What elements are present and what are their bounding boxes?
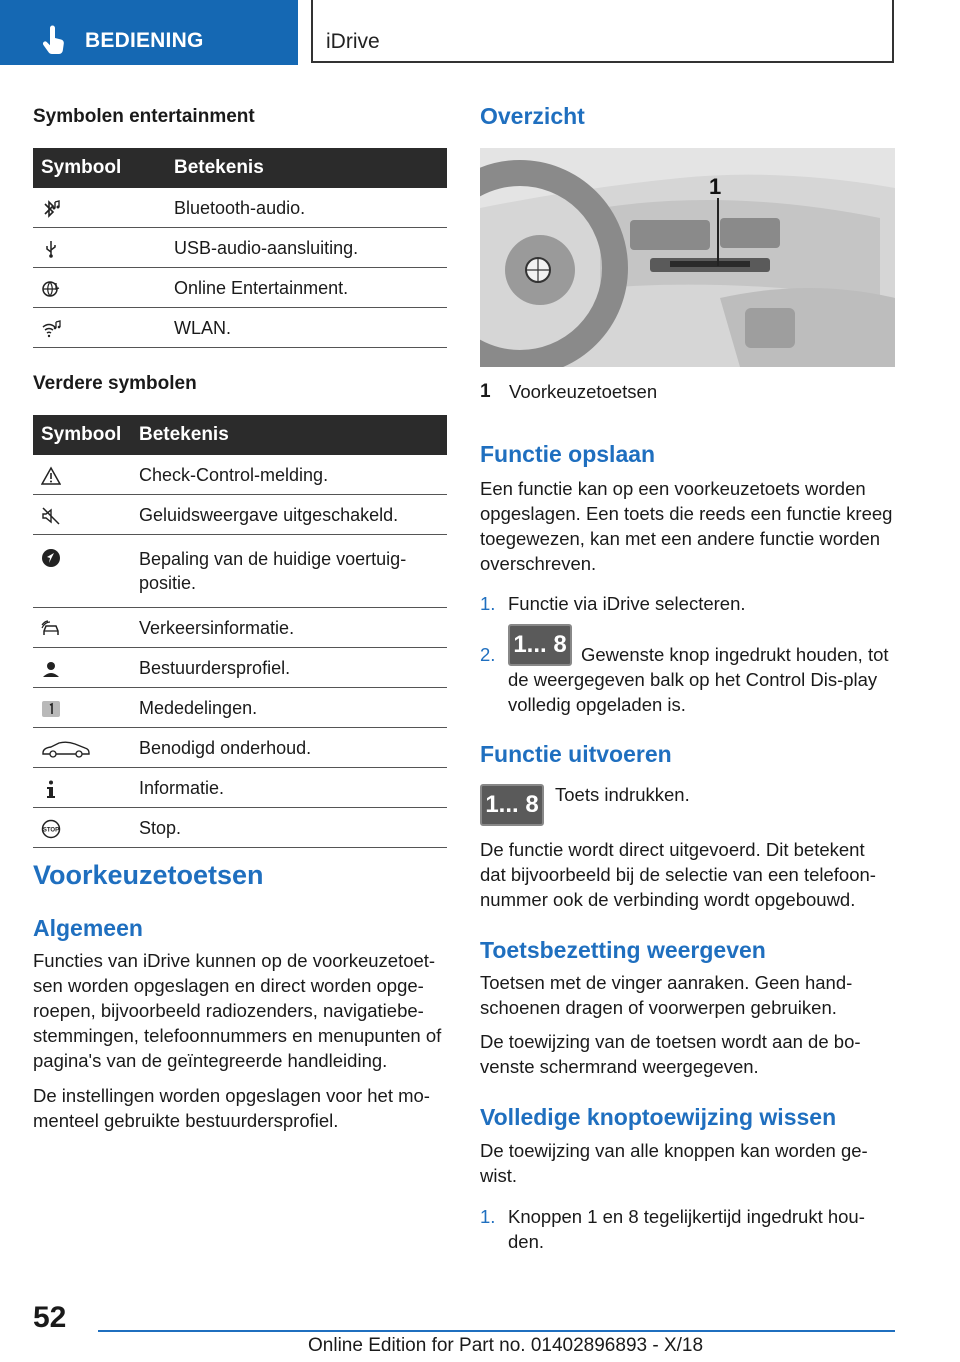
table-row	[33, 455, 447, 495]
list-text: Functie via iDrive selecteren.	[508, 593, 746, 614]
table-row	[33, 268, 447, 308]
table-row	[33, 608, 447, 648]
other-symbols-heading: Verdere symbolen	[33, 373, 197, 394]
footer-rule	[98, 1330, 895, 1332]
clear-heading: Volledige knoptoewijzing wissen	[480, 1104, 837, 1130]
table-cell-meaning: Verkeersinformatie.	[131, 608, 447, 648]
general-heading: Algemeen	[33, 915, 143, 941]
column-header-meaning: Betekenis	[166, 148, 447, 188]
list-text: Gewenste knop ingedrukt houden, tot de weergegeven balk op het Control Dis-play volledig opgeladen is.	[508, 644, 889, 715]
driver-profile-icon	[41, 659, 61, 679]
save-intro: Een functie kan op een voorkeuzetoets worden opgeslagen. Een toets die reeds een functie kreeg toegewezen, kan met een andere functie worden overschreven.	[480, 478, 893, 574]
section-title: BEDIENING	[85, 29, 204, 52]
list-text: Knoppen 1 en 8 tegelijkertijd ingedrukt hou-den.	[508, 1206, 865, 1252]
table-row	[33, 188, 447, 228]
table-header	[33, 148, 447, 188]
general-paragraph-2: De instellingen worden opgeslagen voor het mo-menteel gebruikte bestuurdersprofiel.	[33, 1085, 430, 1131]
online-entertainment-icon	[41, 279, 61, 299]
page-number: 52	[33, 1301, 67, 1334]
usb-icon	[41, 239, 61, 259]
execute-body: De functie wordt direct uitgevoerd. Dit betekent dat bijvoorbeeld bij de selectie van een telefoon-nummer ook de verbinding wordt opgebouwd.	[480, 839, 876, 910]
table-header	[33, 415, 447, 455]
table-row	[33, 308, 447, 348]
table-cell-meaning: Online Entertainment.	[166, 268, 447, 308]
overview-heading: Overzicht	[480, 103, 585, 129]
table-cell-meaning: Bluetooth-audio.	[166, 188, 447, 228]
list-item	[480, 591, 895, 616]
stop-icon	[41, 819, 61, 839]
execute-heading: Functie uitvoeren	[480, 741, 672, 767]
display-heading: Toetsbezetting weergeven	[480, 937, 766, 963]
table-cell-meaning: Stop.	[131, 808, 447, 848]
presets-title: Voorkeuzetoetsen	[33, 860, 264, 890]
list-number: 1.	[480, 593, 496, 614]
table-row	[33, 535, 447, 608]
table-row	[33, 728, 447, 768]
edition-note: Online Edition for Part no. 01402896893 - X/18	[308, 1335, 704, 1356]
list-number: 1.	[480, 1206, 496, 1227]
warning-icon	[41, 466, 61, 486]
display-paragraph-2: De toewijzing van de toetsen wordt aan de bo-venste schermrand weergegeven.	[480, 1031, 861, 1077]
car-service-icon	[41, 739, 91, 759]
general-paragraph-1: Functies van iDrive kunnen op de voorkeuzetoet-sen worden opgeslagen en direct worden opge-roepen, bijvoorbeeld radiozenders, navigatiebe-stemmingen, telefoonnummers en menupunten of pagina's van de geïntegreerde handleiding.	[33, 950, 442, 1071]
entertainment-table	[33, 148, 447, 348]
table-row	[33, 495, 447, 535]
traffic-info-icon	[41, 619, 61, 639]
column-header-meaning: Betekenis	[131, 415, 447, 455]
table-cell-meaning: Bepaling van de huidige voertuig-positie.	[131, 535, 447, 608]
table-row	[33, 808, 447, 848]
table-row	[33, 228, 447, 268]
preset-key-image: 1... 8	[480, 784, 544, 826]
svg-text:STOP: STOP	[42, 827, 60, 834]
table-cell-meaning: Benodigd onderhoud.	[131, 728, 447, 768]
list-item	[480, 1204, 895, 1254]
table-row	[33, 688, 447, 728]
column-header-symbol: Symbool	[33, 148, 166, 188]
info-icon	[41, 779, 61, 799]
list-item	[480, 631, 895, 722]
clear-paragraph: De toewijzing van alle knoppen kan worden ge-wist.	[480, 1140, 868, 1186]
header-title-box	[311, 0, 894, 63]
position-icon	[41, 548, 61, 568]
table-cell-meaning: Informatie.	[131, 768, 447, 808]
display-paragraph-1: Toetsen met de vinger aanraken. Geen hand-schoenen dragen of voorwerpen gebruiken.	[480, 972, 853, 1018]
table-row	[33, 648, 447, 688]
table-row	[33, 768, 447, 808]
dashboard-illustration	[480, 148, 895, 367]
caption-number: 1	[480, 381, 491, 402]
chapter-title: iDrive	[326, 30, 380, 53]
messages-icon	[41, 699, 61, 719]
touch-hand-icon	[40, 25, 68, 55]
table-cell-meaning: WLAN.	[166, 308, 447, 348]
dashboard-photo	[480, 148, 895, 367]
entertainment-heading: Symbolen entertainment	[33, 106, 255, 127]
caption-text: Voorkeuzetoetsen	[509, 381, 658, 402]
other-symbols-table	[33, 415, 447, 848]
table-cell-meaning: Bestuurdersprofiel.	[131, 648, 447, 688]
wlan-icon	[41, 319, 61, 339]
bluetooth-audio-icon	[41, 199, 61, 219]
table-cell-meaning: USB-audio-aansluiting.	[166, 228, 447, 268]
save-heading: Functie opslaan	[480, 441, 656, 467]
callout-number: 1	[709, 174, 722, 199]
list-number: 2.	[480, 644, 496, 665]
table-cell-meaning: Mededelingen.	[131, 688, 447, 728]
table-cell-meaning: Geluidsweergave uitgeschakeld.	[131, 495, 447, 535]
table-cell-meaning: Check-Control-melding.	[131, 455, 447, 495]
mute-icon	[41, 506, 61, 526]
column-header-symbol: Symbool	[33, 415, 131, 455]
execute-instruction: Toets indrukken.	[555, 784, 690, 805]
preset-key-image: 1... 8	[508, 624, 572, 666]
